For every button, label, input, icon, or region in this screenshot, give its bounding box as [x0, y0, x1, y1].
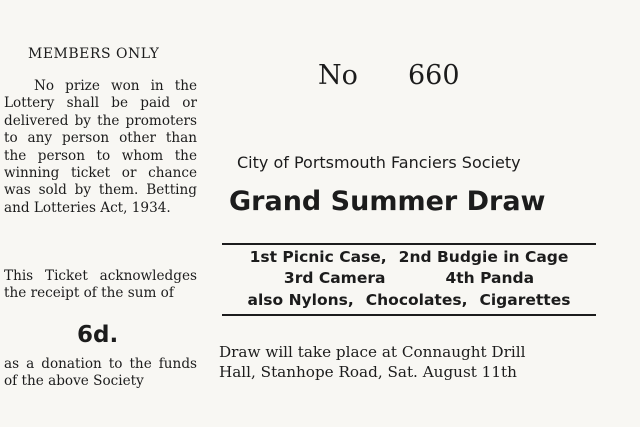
stub-heading: MEMBERS ONLY	[28, 46, 160, 62]
ticket-number: 660	[408, 60, 460, 91]
prize-third: 3rd Camera	[283, 269, 386, 287]
prize-first: 1st Picnic Case,	[249, 248, 387, 266]
donation-text: as a donation to the funds of the above Society	[4, 356, 197, 390]
also-item-chocolates: Chocolates,	[365, 291, 468, 309]
prize-fourth: 4th Panda	[445, 269, 535, 287]
prize-line-2	[222, 268, 596, 289]
prize-line-1	[222, 247, 596, 268]
number-sign: No	[318, 60, 358, 91]
prize-second: 2nd Budgie in Cage	[398, 248, 569, 266]
also-prefix: also Nylons,	[247, 291, 354, 309]
divider-bottom	[222, 314, 596, 316]
draw-title: Grand Summer Draw	[229, 186, 546, 217]
donation-amount: 6d.	[77, 322, 119, 348]
society-name: City of Portsmouth Fanciers Society	[237, 153, 521, 172]
prize-line-3	[222, 290, 596, 311]
divider-top	[222, 243, 596, 245]
venue-line-1: Draw will take place at Connaught Drill	[219, 343, 526, 361]
venue-line-2: Hall, Stanhope Road, Sat. August 11th	[219, 363, 517, 381]
lottery-notice: No prize won in the Lottery shall be paid or delivered by the promoters to any person other than the person to whom the winning ticket or chance was sold by them. Betting and Lotteries Act, 1934.	[4, 78, 197, 216]
receipt-text: This Ticket acknowledges the receipt of the sum of	[4, 268, 197, 302]
also-item-cigarettes: Cigarettes	[479, 291, 571, 309]
ticket-number-line	[318, 60, 460, 91]
